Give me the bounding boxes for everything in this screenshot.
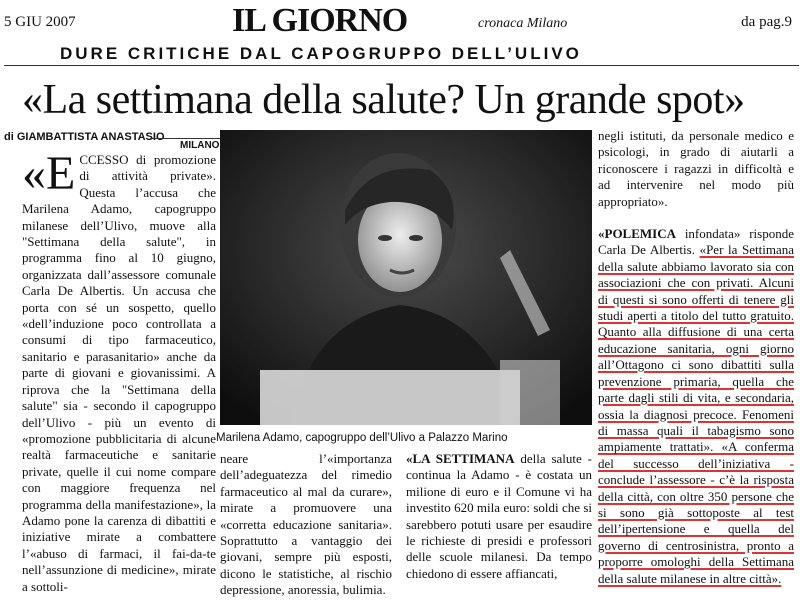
highlighted-quote: «Per la Settimana della salute abbiamo lavorato sia con associazioni che con privati. Alcuni di questi si sono offerti di tenere gli studi aperti a titolo del tutto gratuito. Quanto alla diffusione di una certa educazione sanitaria, ogni giorno all’Ottagono ci sono dibattiti sulla prevenzione primaria, quella che parte dagli stili di vita, e secondaria, ossia la diagnosi precoce. Fenomeni di massa quali il tabagismo sono ampiamente trattati». «A conferma del successo dell’iniziativa - conclude l’assessore - c’è la risposta della città, con oltre 350 persone che si sono già sottoposte al test dell’ipertensione e quella del governo di centrosinistra, pronto a proporre omologhi della Settimana della salute milanese in altre città». <box>598 242 794 586</box>
article-column-4 <box>598 128 794 587</box>
article-headline: «La settimana della salute? Un grande spot» <box>22 77 745 123</box>
section-name: cronaca Milano <box>478 16 568 31</box>
issue-date: 5 GIU 2007 <box>4 14 76 30</box>
photo-caption: Marilena Adamo, capogruppo dell’Ulivo a Palazzo Marino <box>216 432 508 444</box>
page-reference: da pag.9 <box>741 14 792 30</box>
article-column-1 <box>22 147 216 595</box>
column-1-text: CCESSO di promozione di attività private». Questa l’accusa che Marilena Adamo, capogruppo milanese dell’Ulivo, muove alla "Settimana della salute", in programma fino al 10 giugno, organizzata dall’assessore comunale Carla De Albertis. Un accusa che porta con sé un sospetto, quello «dell’induzione poco controllata a consumi di tipo farmaceutico, sanitario e parasanitario» anche da parte di giovani e giovanissimi. A riprova che la "Settimana della salute" sia - secondo il capogruppo dell’Ulivo - più un evento di «promozione pubblicitaria di alcune realtà farmaceutiche e sanitarie private, quelle il cui nome compare con maggiore frequenza nel programma della manifestazione», la Adamo pone la carenza di dibattiti e iniziative mirate a combattere l’«abuso di farmaci, il fai-da-te nell’assunzione di medicine», mirate a sottoli- <box>22 152 216 594</box>
polemica-lead-2: infondata» <box>676 226 741 242</box>
column-4-para-2 <box>598 226 794 587</box>
column-3-text: della salute - continua la Adamo - è costata un milione di euro e il Comune vi ha investito 620 mila euro: soldi che si sarebbero potuti usare per esaudire le richieste di presidi e professori delle scuole milanesi. Da tempo chiedono di essere affiancati, <box>406 451 592 581</box>
column-2-text: neare l’«importanza dell’adeguatezza del rimedio farmaceutico al mal da curare», mirate a promuovere una «corretta educazione sanitaria». Soprattutto a vantaggio dei giovani, sempre più esposti, dicono le statistiche, al rischio depressione, anoressia, bulimia. <box>220 451 392 598</box>
reply-attribution: risponde Carla De Albertis. <box>598 226 794 258</box>
article-photo <box>220 130 592 425</box>
newspaper-masthead: IL GIORNO <box>232 2 408 39</box>
kicker-rule <box>4 65 799 66</box>
column-3-lead: «LA SETTIMANA <box>406 451 515 466</box>
dateline: MILANO <box>180 140 220 151</box>
byline: di GIAMBATTISTA ANASTASIO <box>4 131 165 143</box>
article-kicker: DURE CRITICHE DAL CAPOGRUPPO DELL’ULIVO <box>60 44 582 63</box>
drop-cap: «E <box>22 147 76 200</box>
column-4-para-1: negli istituti, da personale medico e psicologi, in grado di aiutarli a riconoscere i ragazzi in difficoltà e ad intervenire nel modo più appropriato». <box>598 128 794 209</box>
polemica-lead: «POLEMICA <box>598 226 676 242</box>
article-column-3 <box>406 451 592 582</box>
article-column-2 <box>220 451 392 599</box>
portrait-image <box>220 130 592 425</box>
